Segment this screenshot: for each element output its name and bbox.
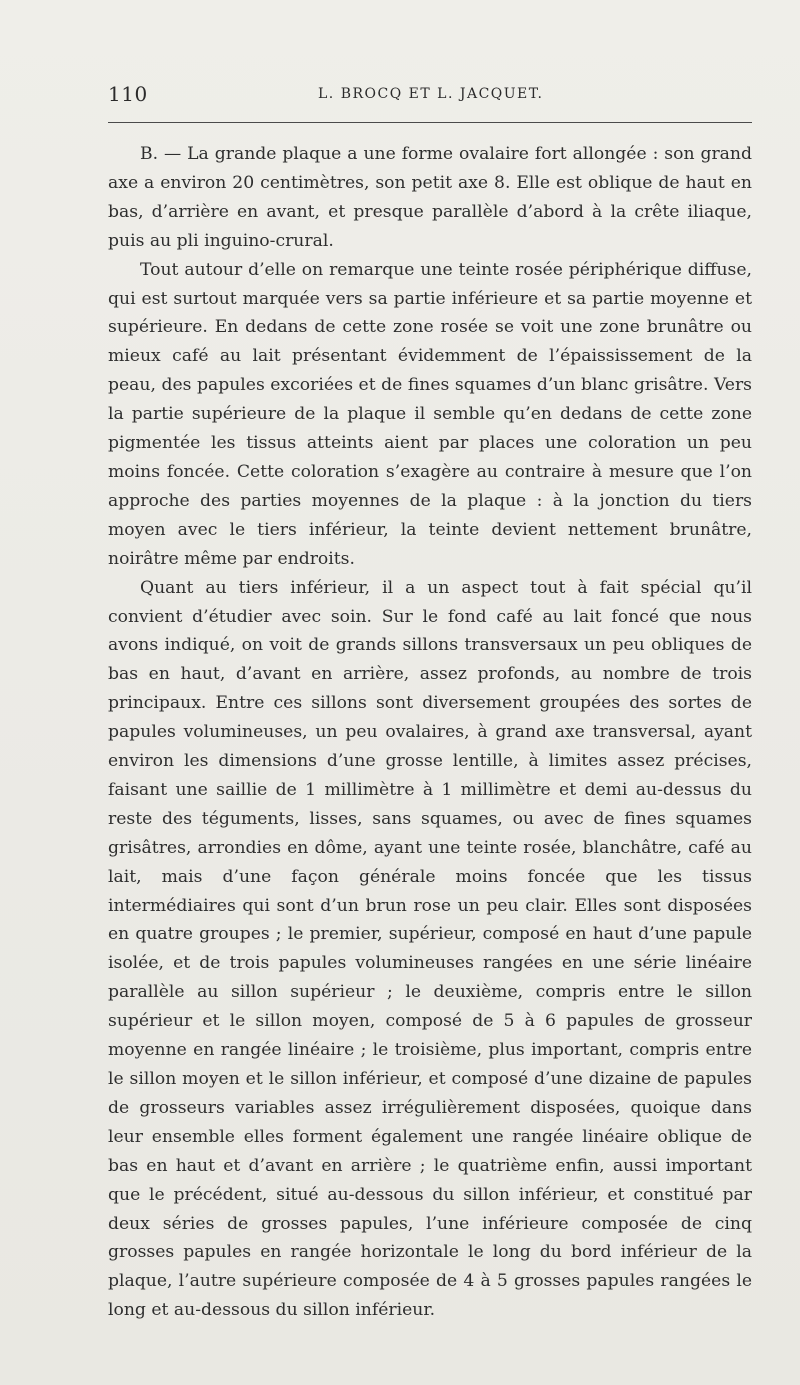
- header-rule: [108, 122, 752, 123]
- paragraph-1: B. — La grande plaque a une forme ovalaire fort allongée : son grand axe a environ 20 centimètres, son petit axe 8. Elle est oblique de haut en bas, d’arrière en avant, et presque parallèle d’abord à la crête iliaque, puis au pli inguino-crural.: [108, 144, 752, 251]
- page-number: 110: [108, 82, 148, 106]
- running-head: L. BROCQ ET L. JACQUET.: [318, 86, 544, 102]
- body-text: [108, 140, 752, 1325]
- paragraph-2: Tout autour d’elle on remarque une teinte rosée périphérique diffuse, qui est surtout marquée vers sa partie inférieure et sa partie moyenne et supérieure. En dedans de cette zone rosée se voit une zone brunâtre ou mieux café au lait présentant évidemment de l’épaississement de la peau, des papules excoriées et de fines squames d’un blanc grisâtre. Vers la partie supérieure de la plaque il semble qu’en dedans de cette zone pigmentée les tissus atteints aient par places une coloration un peu moins foncée. Cette coloration s’exagère au contraire à mesure que l’on approche des parties moyennes de la plaque : à la jonction du tiers moyen avec le tiers inférieur, la teinte devient nettement brunâtre, noirâtre même par endroits.: [108, 259, 752, 569]
- paragraph-3: Quant au tiers inférieur, il a un aspect tout à fait spécial qu’il convient d’étudier avec soin. Sur le fond café au lait foncé que nous avons indiqué, on voit de grands sillons transversaux un peu obliques de bas en haut, d’avant en arrière, assez profonds, au nombre de trois principaux. Entre ces sillons sont diversement groupées des sortes de papules volumineuses, un peu ovalaires, à grand axe transversal, ayant environ les dimensions d’une grosse lentille, à limites assez précises, faisant une saillie de 1 millimètre à 1 millimètre et demi au-dessus du reste des téguments, lisses, sans squames, ou avec de fines squames grisâtres, arrondies en dôme, ayant une teinte rosée, blanchâtre, café au lait, mais d’une façon générale moins foncée que les tissus intermédiaires qui sont d’un brun rose un peu clair. Elles sont disposées en quatre groupes ; le premier, supérieur, composé en haut d’une papule isolée, et de trois papules volumineuses rangées en une série linéaire parallèle au sillon supérieur ; le deuxième, compris entre le sillon supérieur et le sillon moyen, composé de 5 à 6 papules de grosseur moyenne en rangée linéaire ; le troisième, plus important, compris entre le sillon moyen et le sillon inférieur, et composé d’une dizaine de papules de grosseurs variables assez irrégulièrement disposées, quoique dans leur ensemble elles forment également une rangée linéaire oblique de bas en haut et d’avant en arrière ; le quatrième enfin, aussi important que le précédent, situé au-dessous du sillon inférieur, et constitué par deux séries de grosses papules, l’une inférieure composée de cinq grosses papules en rangée horizontale le long du bord inférieur de la plaque, l’autre supérieure composée de 4 à 5 grosses papules rangées le long et au-dessous du sillon inférieur.: [108, 577, 752, 1321]
- page-header: [108, 82, 752, 112]
